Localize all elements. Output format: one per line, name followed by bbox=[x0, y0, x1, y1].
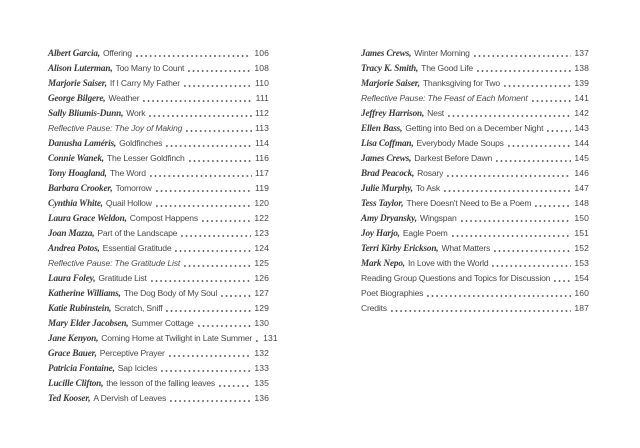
entry-author: Grace Bauer, bbox=[48, 348, 97, 358]
dot-leader bbox=[477, 70, 571, 72]
entry-reflective-pause-label: Reflective Pause: The Gratitude List bbox=[48, 258, 181, 268]
toc-entry bbox=[48, 329, 278, 344]
dot-leader bbox=[161, 370, 251, 372]
dot-leader bbox=[221, 295, 251, 297]
entry-title: Everybody Made Soups bbox=[416, 138, 504, 148]
entry-page-number: 130 bbox=[254, 318, 269, 328]
dot-leader bbox=[448, 115, 571, 117]
entry-page-number: 137 bbox=[574, 48, 589, 58]
entry-page-number: 110 bbox=[255, 78, 269, 88]
entry-title: Coming Home at Twilight in Late Summer bbox=[101, 333, 253, 343]
dot-leader bbox=[175, 250, 251, 252]
entry-author: Patricia Fontaine, bbox=[48, 363, 115, 373]
entry-title: Nest bbox=[427, 108, 444, 118]
entry-title: Winter Morning bbox=[414, 48, 470, 58]
entry-author: Jeffrey Harrison, bbox=[361, 108, 425, 118]
entry-author: Ellen Bass, bbox=[361, 123, 403, 133]
dot-leader bbox=[492, 265, 571, 267]
dot-leader bbox=[149, 115, 252, 117]
toc-entry bbox=[48, 269, 269, 284]
dot-leader bbox=[504, 85, 571, 87]
dot-leader bbox=[143, 100, 252, 102]
toc-entry bbox=[48, 314, 269, 329]
entry-title: Weather bbox=[108, 93, 140, 103]
dot-leader bbox=[188, 70, 251, 72]
entry-title: Too Many to Count bbox=[115, 63, 185, 73]
dot-leader bbox=[189, 160, 252, 162]
entry-page-number: 147 bbox=[574, 183, 589, 193]
entry-page-number: 122 bbox=[254, 213, 269, 223]
toc-entry bbox=[361, 194, 589, 209]
entry-author: Tess Taylor, bbox=[361, 198, 404, 208]
entry-title: The Word bbox=[109, 168, 146, 178]
entry-page-number: 139 bbox=[574, 78, 589, 88]
toc-entry bbox=[361, 89, 589, 104]
entry-title: Perceptive Prayer bbox=[99, 348, 165, 358]
entry-author: Joan Mazza, bbox=[48, 228, 95, 238]
dot-leader bbox=[554, 280, 571, 282]
entry-title: What Matters bbox=[441, 243, 491, 253]
entry-title: the lesson of the falling leaves bbox=[106, 378, 216, 388]
entry-page-number: 151 bbox=[574, 228, 589, 238]
entry-title: Scratch, Sniff bbox=[114, 303, 163, 313]
dot-leader bbox=[136, 55, 252, 57]
entry-title: Tomorrow bbox=[115, 183, 152, 193]
dot-leader bbox=[508, 145, 572, 147]
entry-page-number: 160 bbox=[574, 288, 589, 298]
toc-entry bbox=[361, 269, 589, 284]
dot-leader bbox=[170, 400, 251, 402]
entry-page-number: 116 bbox=[255, 153, 269, 163]
entry-label: Reading Group Questions and Topics for Discussion bbox=[361, 273, 551, 283]
toc-entry bbox=[361, 284, 589, 299]
toc-entry bbox=[361, 209, 589, 224]
entry-author: Terri Kirby Erickson, bbox=[361, 243, 439, 253]
dot-leader bbox=[151, 280, 252, 282]
toc-entry bbox=[361, 164, 589, 179]
toc-entry bbox=[48, 164, 269, 179]
entry-author: Joy Harjo, bbox=[361, 228, 400, 238]
toc-entry bbox=[361, 179, 589, 194]
entry-page-number: 152 bbox=[574, 243, 589, 253]
entry-page-number: 112 bbox=[255, 108, 269, 118]
entry-page-number: 132 bbox=[254, 348, 269, 358]
entry-author: Laura Grace Weldon, bbox=[48, 213, 127, 223]
dot-leader bbox=[496, 160, 571, 162]
toc-entry bbox=[48, 254, 269, 269]
dot-leader bbox=[166, 310, 251, 312]
entry-page-number: 129 bbox=[254, 303, 269, 313]
toc-entry bbox=[48, 194, 269, 209]
entry-page-number: 138 bbox=[574, 63, 589, 73]
entry-page-number: 124 bbox=[254, 243, 269, 253]
toc-entry bbox=[48, 74, 269, 89]
toc-entry bbox=[361, 254, 589, 269]
entry-author: Danusha Laméris, bbox=[48, 138, 117, 148]
dot-leader bbox=[452, 235, 572, 237]
entry-author: Cynthia White, bbox=[48, 198, 103, 208]
dot-leader bbox=[184, 85, 252, 87]
toc-entry bbox=[48, 374, 269, 389]
dot-leader bbox=[202, 220, 251, 222]
entry-author: Tony Hoagland, bbox=[48, 168, 107, 178]
toc-entry bbox=[48, 299, 269, 314]
entry-author: Connie Wanek, bbox=[48, 153, 104, 163]
toc-column-right bbox=[361, 44, 589, 314]
entry-page-number: 154 bbox=[574, 273, 589, 283]
entry-page-number: 106 bbox=[254, 48, 269, 58]
entry-page-number: 111 bbox=[255, 93, 269, 103]
entry-page-number: 148 bbox=[574, 198, 589, 208]
entry-title: Wingspan bbox=[419, 213, 457, 223]
dot-leader bbox=[181, 235, 251, 237]
entry-author: Alison Luterman, bbox=[48, 63, 113, 73]
entry-title: To Ask bbox=[415, 183, 440, 193]
dot-leader bbox=[535, 205, 571, 207]
entry-title: Eagle Poem bbox=[402, 228, 448, 238]
toc-entry bbox=[48, 104, 269, 119]
entry-page-number: 146 bbox=[574, 168, 589, 178]
entry-title: The Good Life bbox=[421, 63, 474, 73]
entry-author: George Bilgere, bbox=[48, 93, 106, 103]
entry-author: James Crews, bbox=[361, 48, 412, 58]
dot-leader bbox=[256, 340, 260, 342]
entry-page-number: 143 bbox=[574, 123, 589, 133]
entry-page-number: 142 bbox=[574, 108, 589, 118]
entry-author: James Crews, bbox=[361, 153, 412, 163]
entry-author: Mark Nepo, bbox=[361, 258, 405, 268]
dot-leader bbox=[547, 130, 571, 132]
entry-author: Mary Elder Jacobsen, bbox=[48, 318, 129, 328]
entry-author: Barbara Crooker, bbox=[48, 183, 113, 193]
entry-title: Goldfinches bbox=[119, 138, 163, 148]
toc-column-left bbox=[48, 44, 278, 404]
entry-title: The Lesser Goldfinch bbox=[106, 153, 185, 163]
entry-author: Julie Murphy, bbox=[361, 183, 413, 193]
entry-author: Brad Peacock, bbox=[361, 168, 415, 178]
dot-leader bbox=[391, 310, 572, 312]
entry-label: Poet Biographies bbox=[361, 288, 424, 298]
dot-leader bbox=[198, 325, 252, 327]
toc-entry bbox=[361, 224, 589, 239]
entry-author: Lucille Clifton, bbox=[48, 378, 104, 388]
entry-author: Tracy K. Smith, bbox=[361, 63, 419, 73]
dot-leader bbox=[461, 220, 572, 222]
entry-title: Gratitude List bbox=[98, 273, 147, 283]
entry-page-number: 131 bbox=[263, 333, 278, 343]
dot-leader bbox=[532, 100, 572, 102]
entry-page-number: 136 bbox=[254, 393, 269, 403]
entry-author: Lisa Coffman, bbox=[361, 138, 414, 148]
toc-entry bbox=[48, 344, 269, 359]
entry-title: If I Carry My Father bbox=[109, 78, 180, 88]
entry-title: Quail Hollow bbox=[105, 198, 152, 208]
entry-page-number: 141 bbox=[574, 93, 589, 103]
toc-entry bbox=[48, 284, 269, 299]
dot-leader bbox=[427, 295, 571, 297]
dot-leader bbox=[166, 145, 252, 147]
dot-leader bbox=[169, 355, 252, 357]
entry-page-number: 125 bbox=[254, 258, 269, 268]
toc-entry bbox=[48, 359, 269, 374]
entry-page-number: 113 bbox=[255, 123, 269, 133]
toc-entry bbox=[48, 239, 269, 254]
dot-leader bbox=[444, 190, 571, 192]
entry-page-number: 150 bbox=[574, 213, 589, 223]
entry-page-number: 144 bbox=[574, 138, 589, 148]
toc-entry bbox=[48, 89, 269, 104]
entry-reflective-pause-label: Reflective Pause: The Joy of Making bbox=[48, 123, 183, 133]
toc-entry bbox=[48, 149, 269, 164]
toc-entry bbox=[48, 179, 269, 194]
entry-author: Ted Kooser, bbox=[48, 393, 91, 403]
entry-title: The Dog Body of My Soul bbox=[123, 288, 218, 298]
entry-author: Albert Garcia, bbox=[48, 48, 101, 58]
entry-reflective-pause-label: Reflective Pause: The Feast of Each Moment bbox=[361, 93, 528, 103]
entry-page-number: 119 bbox=[255, 183, 269, 193]
toc-entry bbox=[361, 239, 589, 254]
entry-page-number: 120 bbox=[254, 198, 269, 208]
entry-label: Credits bbox=[361, 303, 387, 313]
toc-entry bbox=[361, 44, 589, 59]
entry-page-number: 108 bbox=[254, 63, 269, 73]
entry-title: A Dervish of Leaves bbox=[93, 393, 167, 403]
entry-author: Sally Bliumis-Dunn, bbox=[48, 108, 124, 118]
dot-leader bbox=[184, 265, 251, 267]
entry-title: Work bbox=[126, 108, 146, 118]
toc-entry bbox=[48, 134, 269, 149]
dot-leader bbox=[150, 175, 252, 177]
entry-author: Katherine Williams, bbox=[48, 288, 121, 298]
entry-title: Offering bbox=[103, 48, 132, 58]
entry-page-number: 145 bbox=[574, 153, 589, 163]
toc-entry bbox=[48, 389, 269, 404]
entry-author: Laura Foley, bbox=[48, 273, 96, 283]
entry-page-number: 133 bbox=[254, 363, 269, 373]
entry-author: Marjorie Saiser, bbox=[361, 78, 420, 88]
entry-title: Summer Cottage bbox=[131, 318, 194, 328]
entry-author: Jane Kenyon, bbox=[48, 333, 99, 343]
entry-title: Sap Icicles bbox=[117, 363, 158, 373]
entry-title: Part of the Landscape bbox=[97, 228, 178, 238]
entry-page-number: 123 bbox=[254, 228, 269, 238]
dot-leader bbox=[494, 250, 571, 252]
dot-leader bbox=[447, 175, 571, 177]
toc-entry bbox=[361, 59, 589, 74]
entry-page-number: 153 bbox=[574, 258, 589, 268]
entry-title: Getting into Bed on a December Night bbox=[405, 123, 544, 133]
toc-entry bbox=[48, 119, 269, 134]
entry-title: In Love with the World bbox=[407, 258, 489, 268]
entry-page-number: 135 bbox=[254, 378, 269, 388]
toc-entry bbox=[361, 74, 589, 89]
toc-entry bbox=[48, 224, 269, 239]
toc-entry bbox=[361, 149, 589, 164]
entry-title: Essential Gratitude bbox=[102, 243, 172, 253]
toc-entry bbox=[48, 59, 269, 74]
entry-author: Marjorie Saiser, bbox=[48, 78, 107, 88]
entry-title: Thanksgiving for Two bbox=[422, 78, 500, 88]
entry-author: Amy Dryansky, bbox=[361, 213, 417, 223]
dot-leader bbox=[156, 190, 252, 192]
entry-author: Katie Rubinstein, bbox=[48, 303, 112, 313]
entry-title: Darkest Before Dawn bbox=[414, 153, 493, 163]
entry-page-number: 187 bbox=[574, 303, 589, 313]
toc-entry bbox=[361, 119, 589, 134]
entry-page-number: 114 bbox=[255, 138, 269, 148]
toc-entry bbox=[361, 104, 589, 119]
entry-title: Rosary bbox=[417, 168, 444, 178]
dot-leader bbox=[186, 130, 252, 132]
toc-entry bbox=[361, 134, 589, 149]
entry-title: Compost Happens bbox=[129, 213, 198, 223]
dot-leader bbox=[156, 205, 252, 207]
entry-author: Andrea Potos, bbox=[48, 243, 100, 253]
toc-entry bbox=[48, 44, 269, 59]
toc-entry bbox=[48, 209, 269, 224]
entry-page-number: 117 bbox=[255, 168, 269, 178]
dot-leader bbox=[474, 55, 572, 57]
toc-entry bbox=[361, 299, 589, 314]
entry-title: There Doesn't Need to Be a Poem bbox=[406, 198, 532, 208]
entry-page-number: 127 bbox=[254, 288, 269, 298]
entry-page-number: 126 bbox=[254, 273, 269, 283]
dot-leader bbox=[219, 385, 251, 387]
